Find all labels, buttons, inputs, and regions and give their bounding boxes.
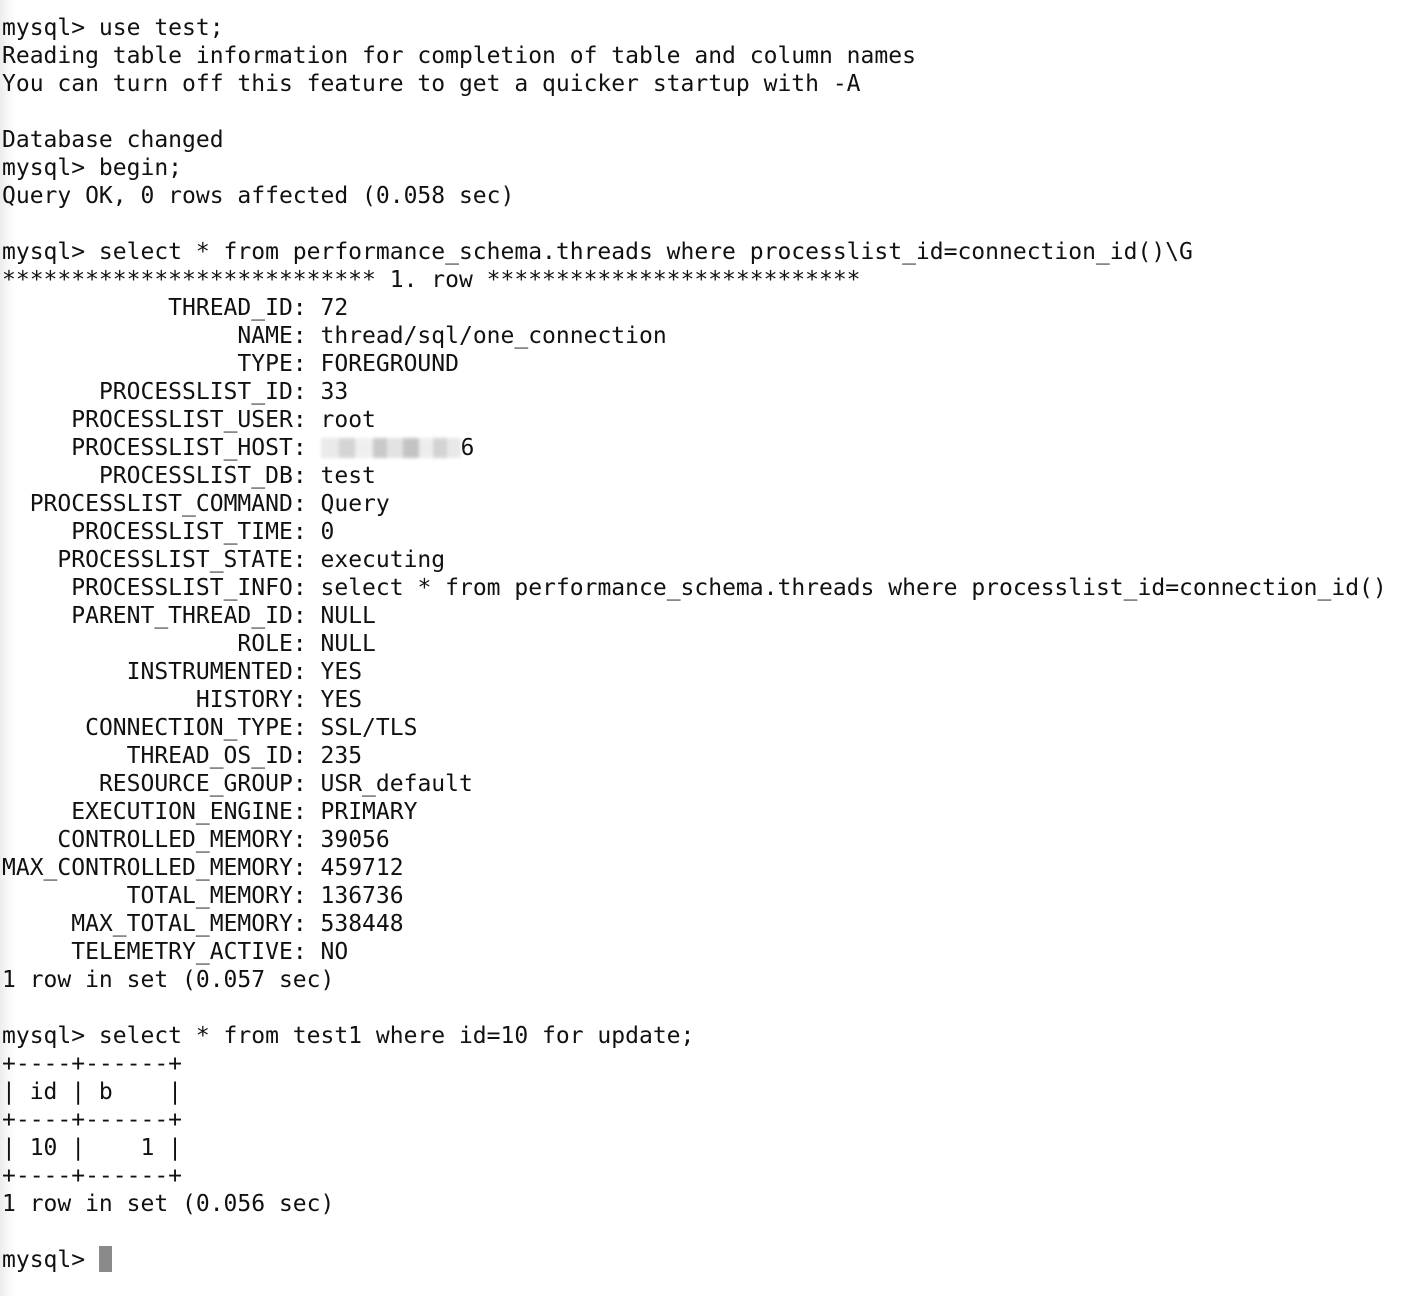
field-name: INSTRUMENTED [126, 659, 293, 685]
field-padding [2, 407, 71, 433]
field-separator: : [292, 799, 321, 825]
field-name: PROCESSLIST_HOST [71, 435, 293, 461]
field-padding [2, 379, 99, 405]
field-padding [2, 435, 71, 461]
field-name: THREAD_OS_ID [126, 743, 293, 769]
text-cursor [99, 1246, 112, 1272]
prompt-text: mysql> [2, 1247, 99, 1273]
field-separator: : [292, 771, 321, 797]
field-name: PROCESSLIST_STATE [57, 547, 293, 573]
table-data-row: | 10 | 1 | [2, 1135, 183, 1161]
field-value: 459712 [320, 855, 404, 881]
field-row-processlist-time [2, 518, 1408, 546]
field-value: 235 [320, 743, 363, 769]
reading-info-line: Reading table information for completion of table and column names [2, 43, 916, 69]
field-row-max-total-memory [2, 910, 1408, 938]
update-result-line: 1 row in set (0.056 sec) [2, 1191, 335, 1217]
field-separator: : [292, 743, 321, 769]
row-header-line: *************************** 1. row *************************** [2, 267, 861, 293]
field-name: THREAD_ID [168, 295, 293, 321]
field-value: thread/sql/one_connection [320, 323, 667, 349]
field-row-instrumented [2, 658, 1408, 686]
field-row-processlist-db [2, 462, 1408, 490]
field-value: 136736 [320, 883, 404, 909]
field-value: YES [320, 687, 363, 713]
field-value: 0 [320, 519, 335, 545]
field-row-telemetry-active [2, 938, 1408, 966]
field-row-processlist-command [2, 490, 1408, 518]
field-row-total-memory [2, 882, 1408, 910]
field-separator: : [292, 491, 321, 517]
field-row-name [2, 322, 1408, 350]
field-value: NULL [320, 603, 376, 629]
field-row-history [2, 686, 1408, 714]
field-separator: : [292, 575, 321, 601]
field-separator: : [292, 295, 321, 321]
field-name: PROCESSLIST_DB [98, 463, 293, 489]
field-value: 538448 [320, 911, 404, 937]
begin-result-line: Query OK, 0 rows affected (0.058 sec) [2, 183, 515, 209]
field-separator: : [292, 323, 321, 349]
table-border-bottom: +----+------+ [2, 1163, 183, 1189]
field-value: 39056 [320, 827, 390, 853]
field-name: PROCESSLIST_TIME [71, 519, 293, 545]
field-row-max-controlled-memory [2, 854, 1408, 882]
field-row-controlled-memory [2, 826, 1408, 854]
turn-off-info-line: You can turn off this feature to get a quicker startup with -A [2, 71, 861, 97]
field-padding [2, 463, 99, 489]
field-name: ROLE [237, 631, 293, 657]
field-name: RESOURCE_GROUP [98, 771, 293, 797]
field-padding [2, 911, 71, 937]
blank-line [2, 1218, 1408, 1246]
field-row-processlist-id [2, 378, 1408, 406]
field-name: EXECUTION_ENGINE [71, 799, 293, 825]
field-row-thread-id [2, 294, 1408, 322]
field-padding [2, 547, 57, 573]
field-separator: : [292, 379, 321, 405]
field-separator: : [292, 911, 321, 937]
field-row-processlist-info [2, 574, 1408, 602]
field-padding [2, 715, 85, 741]
field-padding [2, 771, 99, 797]
field-name: CONTROLLED_MEMORY [57, 827, 293, 853]
field-name: NAME [237, 323, 293, 349]
begin-command: mysql> begin; [2, 155, 183, 181]
field-padding [2, 631, 237, 657]
field-padding [2, 519, 71, 545]
table-border-top: +----+------+ [2, 1051, 183, 1077]
field-row-processlist-host [2, 434, 1408, 462]
field-name: MAX_CONTROLLED_MEMORY [2, 855, 293, 881]
field-name: PROCESSLIST_USER [71, 407, 293, 433]
field-row-type [2, 350, 1408, 378]
field-padding [2, 575, 71, 601]
database-changed-line: Database changed [2, 127, 224, 153]
field-row-processlist-user [2, 406, 1408, 434]
field-separator: : [292, 939, 321, 965]
field-separator: : [292, 827, 321, 853]
field-separator: : [292, 687, 321, 713]
field-row-role [2, 630, 1408, 658]
field-value: YES [320, 659, 363, 685]
field-separator: : [292, 715, 321, 741]
field-name: PROCESSLIST_INFO [71, 575, 293, 601]
field-padding [2, 799, 71, 825]
field-padding [2, 827, 57, 853]
field-name: MAX_TOTAL_MEMORY [71, 911, 293, 937]
field-row-processlist-state [2, 546, 1408, 574]
field-value: test [320, 463, 376, 489]
field-separator: : [292, 435, 321, 461]
field-value: NULL [320, 631, 376, 657]
field-separator: : [292, 855, 321, 881]
field-padding [2, 351, 237, 377]
field-separator: : [292, 659, 321, 685]
prompt-line[interactable] [2, 1246, 1408, 1274]
field-padding [2, 603, 71, 629]
field-padding [2, 687, 196, 713]
field-value: Query [320, 491, 390, 517]
field-name: TYPE [237, 351, 293, 377]
field-name: TOTAL_MEMORY [126, 883, 293, 909]
update-query-command: mysql> select * from test1 where id=10 for update; [2, 1023, 695, 1049]
field-value: executing [320, 547, 446, 573]
field-padding [2, 491, 30, 517]
field-name: PARENT_THREAD_ID [71, 603, 293, 629]
field-padding [2, 939, 71, 965]
blank-line [2, 98, 1408, 126]
field-row-connection-type [2, 714, 1408, 742]
field-separator: : [292, 407, 321, 433]
thread-fields-list [2, 294, 1408, 966]
field-name: PROCESSLIST_COMMAND [29, 491, 293, 517]
field-separator: : [292, 603, 321, 629]
field-value: NO [320, 939, 349, 965]
field-separator: : [292, 631, 321, 657]
field-row-thread-os-id [2, 742, 1408, 770]
field-separator: : [292, 547, 321, 573]
field-separator: : [292, 883, 321, 909]
redacted-host-blur [321, 438, 461, 458]
field-padding [2, 659, 127, 685]
field-padding [2, 295, 168, 321]
field-row-resource-group [2, 770, 1408, 798]
field-padding [2, 743, 127, 769]
table-header-row: | id | b | [2, 1079, 183, 1105]
field-value: root [320, 407, 376, 433]
field-value: FOREGROUND [320, 351, 459, 377]
field-separator: : [292, 463, 321, 489]
field-value: SSL/TLS [320, 715, 418, 741]
field-separator: : [292, 519, 321, 545]
field-value: USR_default [320, 771, 473, 797]
table-border-middle: +----+------+ [2, 1107, 183, 1133]
threads-query-command: mysql> select * from performance_schema.threads where processlist_id=connection_id()\G [2, 239, 1193, 265]
field-row-execution-engine [2, 798, 1408, 826]
field-separator: : [292, 351, 321, 377]
field-value: 6 [460, 435, 475, 461]
field-padding [2, 883, 127, 909]
threads-result-line: 1 row in set (0.057 sec) [2, 967, 335, 993]
field-name: CONNECTION_TYPE [85, 715, 293, 741]
field-padding [2, 323, 237, 349]
field-row-parent-thread-id [2, 602, 1408, 630]
field-value: 33 [320, 379, 349, 405]
field-value: PRIMARY [320, 799, 418, 825]
field-name: HISTORY [195, 687, 293, 713]
blank-line [2, 210, 1408, 238]
field-name: TELEMETRY_ACTIVE [71, 939, 293, 965]
field-value: select * from performance_schema.threads where processlist_id=connection_id() [320, 575, 1387, 601]
blank-line [2, 994, 1408, 1022]
field-name: PROCESSLIST_ID [98, 379, 293, 405]
field-value: 72 [320, 295, 349, 321]
use-command: mysql> use test; [2, 15, 224, 41]
